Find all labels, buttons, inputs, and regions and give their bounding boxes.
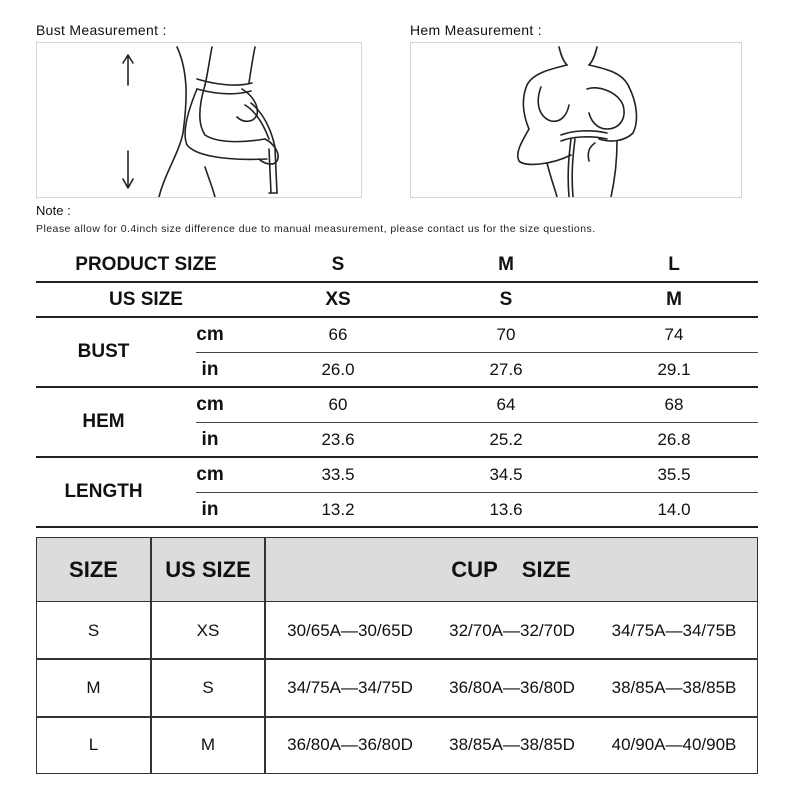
note-text: Please allow for 0.4inch size difference due to manual measurement, please contact us for the size questions. [36, 223, 596, 235]
note-title: Note : [36, 203, 71, 218]
cup-range: 32/70A—32/70D [449, 620, 575, 640]
cup-header-cup-size: CUP SIZE [451, 556, 571, 582]
cup-row-us-size: M [200, 735, 216, 754]
cup-range: 38/85A—38/85B [611, 678, 737, 697]
length-cm-s: 33.5 [321, 465, 355, 484]
divider [36, 526, 758, 528]
us-size-m: S [499, 288, 513, 310]
bust-in-s: 26.0 [321, 359, 355, 379]
length-in-m: 13.6 [489, 499, 523, 519]
unit-cm: cm [196, 324, 224, 345]
hem-measurement-illustration [410, 42, 742, 198]
size-col-m: M [498, 253, 514, 275]
cup-row-us-size: XS [196, 620, 220, 640]
cup-header-size: SIZE [69, 556, 118, 582]
bust-label: BUST [77, 341, 130, 362]
unit-cm: cm [196, 464, 224, 485]
hem-cm-l: 68 [664, 395, 684, 414]
cup-header-us-size: US SIZE [165, 556, 251, 582]
size-col-l: L [668, 253, 680, 275]
cup-row-size: M [86, 678, 101, 697]
hem-label: HEM [82, 411, 125, 432]
unit-in: in [201, 498, 219, 520]
us-size-l: M [666, 288, 682, 310]
bust-cm-m: 70 [496, 325, 516, 344]
cup-range: 36/80A—36/80D [287, 735, 413, 754]
cup-range: 36/80A—36/80D [449, 678, 575, 697]
hem-figure-drawing [411, 43, 741, 197]
length-in-s: 13.2 [321, 499, 355, 519]
hem-in-s: 23.6 [321, 429, 355, 449]
hem-in-m: 25.2 [489, 429, 523, 449]
us-size-header: US SIZE [109, 288, 183, 310]
bust-cm-s: 66 [328, 325, 348, 344]
size-table [36, 248, 758, 528]
hem-cm-m: 64 [496, 395, 516, 414]
cup-range: 38/85A—38/85D [449, 735, 575, 754]
us-size-s: XS [325, 288, 351, 310]
hem-measurement-label: Hem Measurement : [410, 22, 542, 38]
cup-range: 34/75A—34/75B [611, 620, 737, 640]
cup-row-size: L [88, 735, 99, 754]
divider [264, 601, 266, 773]
product-size-header: PRODUCT SIZE [75, 253, 217, 275]
unit-cm: cm [196, 394, 224, 415]
cup-range: 34/75A—34/75D [287, 678, 413, 697]
unit-in: in [201, 358, 219, 380]
bust-cm-l: 74 [664, 325, 684, 344]
length-cm-m: 34.5 [489, 465, 523, 484]
length-in-l: 14.0 [657, 499, 691, 519]
bust-in-l: 29.1 [657, 359, 691, 379]
bust-measurement-illustration [36, 42, 362, 198]
unit-in: in [201, 428, 219, 450]
bust-in-m: 27.6 [489, 359, 523, 379]
cup-range: 30/65A—30/65D [287, 620, 413, 640]
size-col-s: S [331, 253, 345, 275]
length-cm-l: 35.5 [657, 465, 691, 484]
cup-row-size: S [87, 620, 100, 640]
hem-in-l: 26.8 [657, 429, 691, 449]
cup-row-us-size: S [202, 678, 214, 697]
bust-figure-drawing [37, 43, 361, 197]
cup-range: 40/90A—40/90B [611, 735, 737, 754]
bust-measurement-label: Bust Measurement : [36, 22, 167, 38]
length-label: LENGTH [64, 481, 143, 502]
hem-cm-s: 60 [328, 395, 348, 414]
cup-size-table [36, 537, 758, 774]
